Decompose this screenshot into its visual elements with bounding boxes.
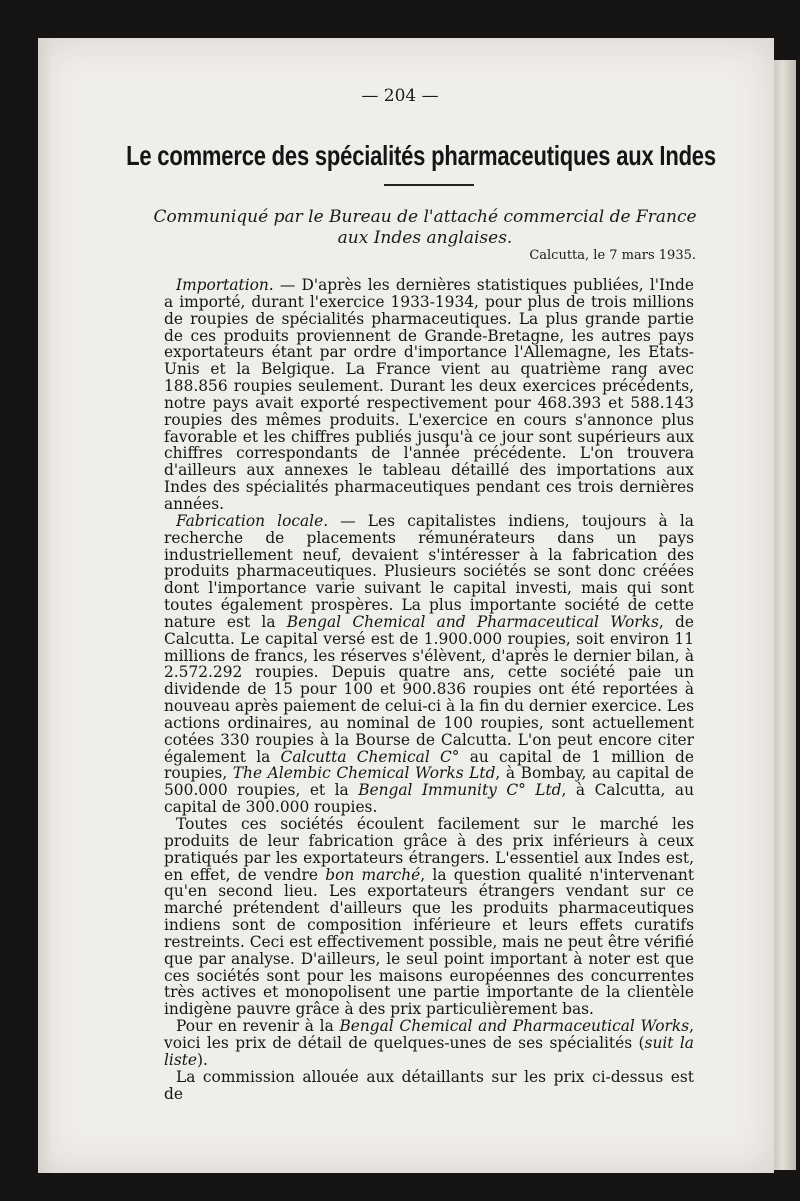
title-rule: [384, 184, 474, 186]
paragraph-text: , à Calcutta, au capital de 300.000 roupies.: [164, 781, 694, 817]
italic-text: Bengal Chemical and Pharmaceutical Works: [339, 1017, 690, 1036]
paragraph-text: Pour en revenir à la: [176, 1017, 340, 1036]
paragraph-fabrication: [164, 513, 694, 816]
paragraph-text: Toutes ces sociétés écoulent facilement sur le marché les produits de leur fabrication grâce à des prix inférieurs à ceux pratiqués par les exportateurs étrangers. L'essentiel aux Indes est, en effet, de vendre: [164, 815, 694, 884]
paragraph-competition: [164, 816, 694, 1018]
paragraph-importation: [164, 277, 694, 513]
article-subtitle: Communiqué par le Bureau de l'attaché commercial de France aux Indes anglaises.: [153, 207, 697, 248]
page-number: — 204 —: [361, 86, 439, 106]
paragraph-lead: Importation.: [176, 276, 274, 294]
paragraph-text: au capital de 1 million de roupies,: [164, 747, 694, 783]
paragraph-text: — D'après les dernières statistiques publiées, l'Inde a importé, durant l'exercice 1933-1934, pour plus de trois millions de roupies de spécialités pharmaceutiques. La plus grande partie de ces produits proviennent de Grande-Bretagne, les autres pays exportateurs étant par ordre d'importance l'Allemagne, les Etats-Unis et la Belgique. La France vient au quatrième rang avec 188.856 roupies seulement. Durant les deux exercices précédents, notre pays avait exporté respectivement pour 468.393 et 588.143 roupies des mêmes produits. L'exercice en cours s'annonce plus favorable et les chiffres publiés jusqu'à ce jour sont supérieurs aux chiffres correspondants de l'année précédente. L'on trouvera d'ailleurs aux annexes le tableau détaillé des importations aux Indes des spécialités pharmaceutiques pendant ces trois dernières années.: [164, 276, 694, 513]
page-right-edge: [774, 60, 796, 1170]
paragraph-commission: [164, 1069, 694, 1103]
italic-text: The Alembic Chemical Works Ltd: [232, 764, 496, 783]
paragraph-text: — Les capitalistes indiens, toujours à la recherche de placements rémunérateurs dans un pays industriellement neuf, devaient s'intéresser à la fabrication des produits pharmaceutiques. Plusieurs sociétés se sont donc créées dont l'importance varie suivant le capital investi, mais qui sont toutes également prospères. La plus importante société de cette nature est la: [164, 511, 694, 631]
paragraph-text: ).: [197, 1050, 208, 1069]
italic-text: Calcutta Chemical C°: [280, 747, 460, 766]
paragraph-text: , la question qualité n'intervenant qu'en second lieu. Les exportateurs étrangers vendant sur ce marché prétendent d'ailleurs que les produits pharmaceutiques indiens sont de composition inférieure et leurs effets curatifs restreints. Ceci est effectivement possible, mais ne peut être vérifié que par analyse. D'ailleurs, le seul point important à noter est que ces sociétés sont pour les maisons européennes des concurrentes très actives et monopolisent une partie importante de la clientèle indigène pauvre grâce à des prix particulièrement bas.: [164, 865, 694, 1019]
paragraph-lead: Fabrication locale.: [176, 511, 329, 530]
italic-text: Bengal Chemical and Pharmaceutical Works: [286, 612, 659, 631]
italic-text: Bengal Immunity C° Ltd: [358, 781, 562, 800]
page-left-edge: [38, 38, 52, 1173]
paragraph-prices: [164, 1018, 694, 1069]
italic-text: suit la liste: [164, 1033, 694, 1069]
paragraph-text: , voici les prix de détail de quelques-unes de ses spécialités (: [164, 1017, 695, 1052]
article-title: Le commerce des spécialités pharmaceutiques aux Indes: [126, 140, 716, 172]
article-body: [164, 277, 694, 1102]
italic-text: bon marché: [325, 865, 421, 884]
dateline: Calcutta, le 7 mars 1935.: [529, 248, 696, 263]
paragraph-text: , de Calcutta. Le capital versé est de 1.900.000 roupies, soit environ 11 millions de francs, les réserves s'élèvent, d'après le dernier bilan, à 2.572.292 roupies. Depuis quatre ans, cette société paie un dividende de 15 pour 100 et 900.836 roupies ont été reportées à nouveau après paiement de celui-ci à la fin du dernier exercice. Les actions ordinaires, au nominal de 100 roupies, sont actuellement cotées 330 roupies à la Bourse de Calcutta. L'on peut encore citer également la: [164, 612, 694, 766]
paragraph-text: La commission allouée aux détaillants sur les prix ci-dessus est de: [164, 1067, 694, 1103]
paragraph-text: , à Bombay, au capital de 500.000 roupies, et la: [164, 764, 694, 800]
